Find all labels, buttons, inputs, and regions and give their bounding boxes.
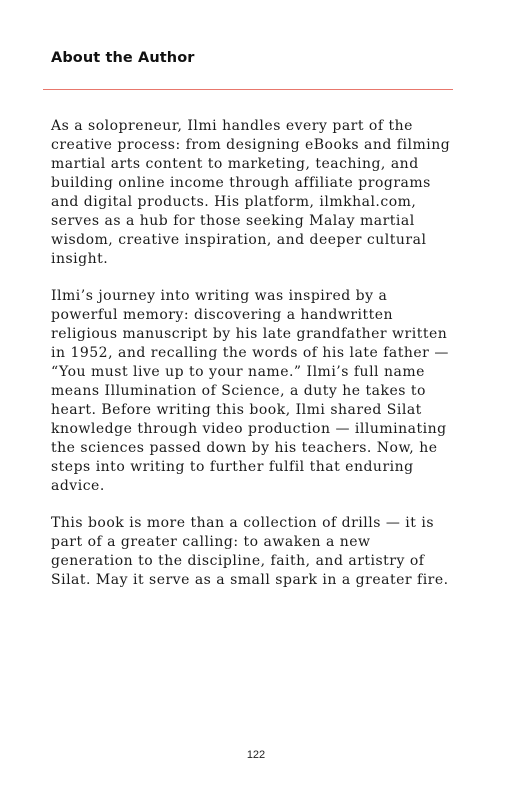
page-number: 122 <box>246 749 266 761</box>
body-text <box>51 117 456 608</box>
heading-divider <box>43 89 453 90</box>
paragraph-2: Ilmi’s journey into writing was inspired by a powerful memory: discovering a handwritten religious manuscript by his late grandfather written in 1952, and recalling the words of his late father — “You must live up to your name.” Ilmi’s full name means Illumination of Science, a duty he takes to heart. Before writing this book, Ilmi shared Silat knowledge through video production — illuminating the sciences passed down by his teachers. Now, he steps into writing to further fulfil that enduring advice. <box>51 288 449 494</box>
section-heading: About the Author <box>51 50 195 66</box>
paragraph-1: As a solopreneur, Ilmi handles every part of the creative process: from designing eBooks and filming martial arts content to marketing, teaching, and building online income through affiliate programs and digital products. His platform, ilmkhal.com, serves as a hub for those seeking Malay martial wisdom, creative inspiration, and deeper cultural insight. <box>51 118 451 267</box>
paragraph-3: This book is more than a collection of drills — it is part of a greater calling: to awaken a new generation to the discipline, faith, and artistry of Silat. May it serve as a small spark in a greater fire. <box>51 515 449 588</box>
